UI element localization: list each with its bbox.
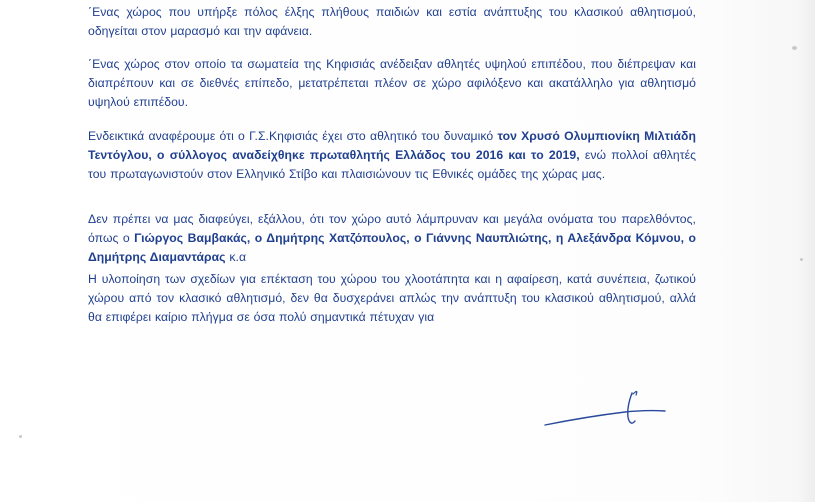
paragraph-1: [88, 3, 696, 41]
text-run: Δεν πρέπει να μας διαφεύγει, εξάλλου, ότι τον χώρο αυτό λάμπρυναν και μεγάλα ονόματα του παρελθόντος, όπως ο: [88, 212, 696, 246]
page-edge-shadow: [797, 0, 815, 502]
text-run: ενώ πολλοί αθλητές του πρωταγωνιστούν στον Ελληνικό Στίβο και πλαισιώνουν τις Εθνικές ομάδες της χώρας μας.: [88, 148, 696, 182]
paragraph-2: [88, 55, 696, 113]
scan-speck: [800, 258, 803, 261]
paragraph-3: [88, 127, 696, 185]
text-run: ΄Ενας χώρος που υπήρξε πόλος έλξης πλήθους παιδιών και εστία ανάπτυξης του κλασικού αθλητισμού, οδηγείται στον μαρασμό και την αφάνεια.: [88, 5, 696, 39]
scan-speck: [792, 46, 797, 50]
text-run: Ενδεικτικά αναφέρουμε ότι ο Γ.Σ.Κηφισιάς έχει στο αθλητικό του δυναμικό: [88, 129, 498, 143]
handwritten-signature: [540, 385, 670, 445]
paragraph-5: [88, 270, 696, 328]
text-run: ΄Ενας χώρος στον οποίο τα σωματεία της Κηφισιάς ανέδειξαν αθλητές υψηλού επιπέδου, που διέπρεψαν και διαπρέπουν και σε διεθνές επίπεδο, μετατρέπεται πλέον σε χώρο αφιλόξενο και ακατάλληλο για αθλητισμό υψηλού επιπέδου.: [88, 57, 696, 110]
text-run: Η υλοποίηση των σχεδίων για επέκταση του χώρου του χλοοτάπητα και η αφαίρεση, κατά συνέπεια, ζωτικού χώρου από τον κλασικό αθλητισμό, δεν θα δυσχεράνει απλώς την ανάπτυξη του κλασικού αθλητισμού, αλλά θα επιφέρει καίριο πλήγμα σε όσα πολύ σημαντικά πέτυχαν για: [88, 272, 696, 325]
scan-speck: [19, 435, 22, 438]
text-run: κ.α: [225, 250, 247, 265]
paragraph-4: [88, 210, 696, 268]
bold-text-run: Γιώργος Βαμβακάς, ο Δημήτρης Χατζόπουλος, ο Γιάννης Ναυπλιώτης, η Αλεξάνδρα Κόμνου, ο Δημήτρης Διαμαντάρας: [88, 231, 696, 265]
bold-text-run: τον Χρυσό Ολυμπιονίκη Μιλτιάδη Τεντόγλου, ο σύλλογος αναδείχθηκε πρωταθλητής Ελλάδος του 2016 και το 2019,: [88, 129, 696, 163]
